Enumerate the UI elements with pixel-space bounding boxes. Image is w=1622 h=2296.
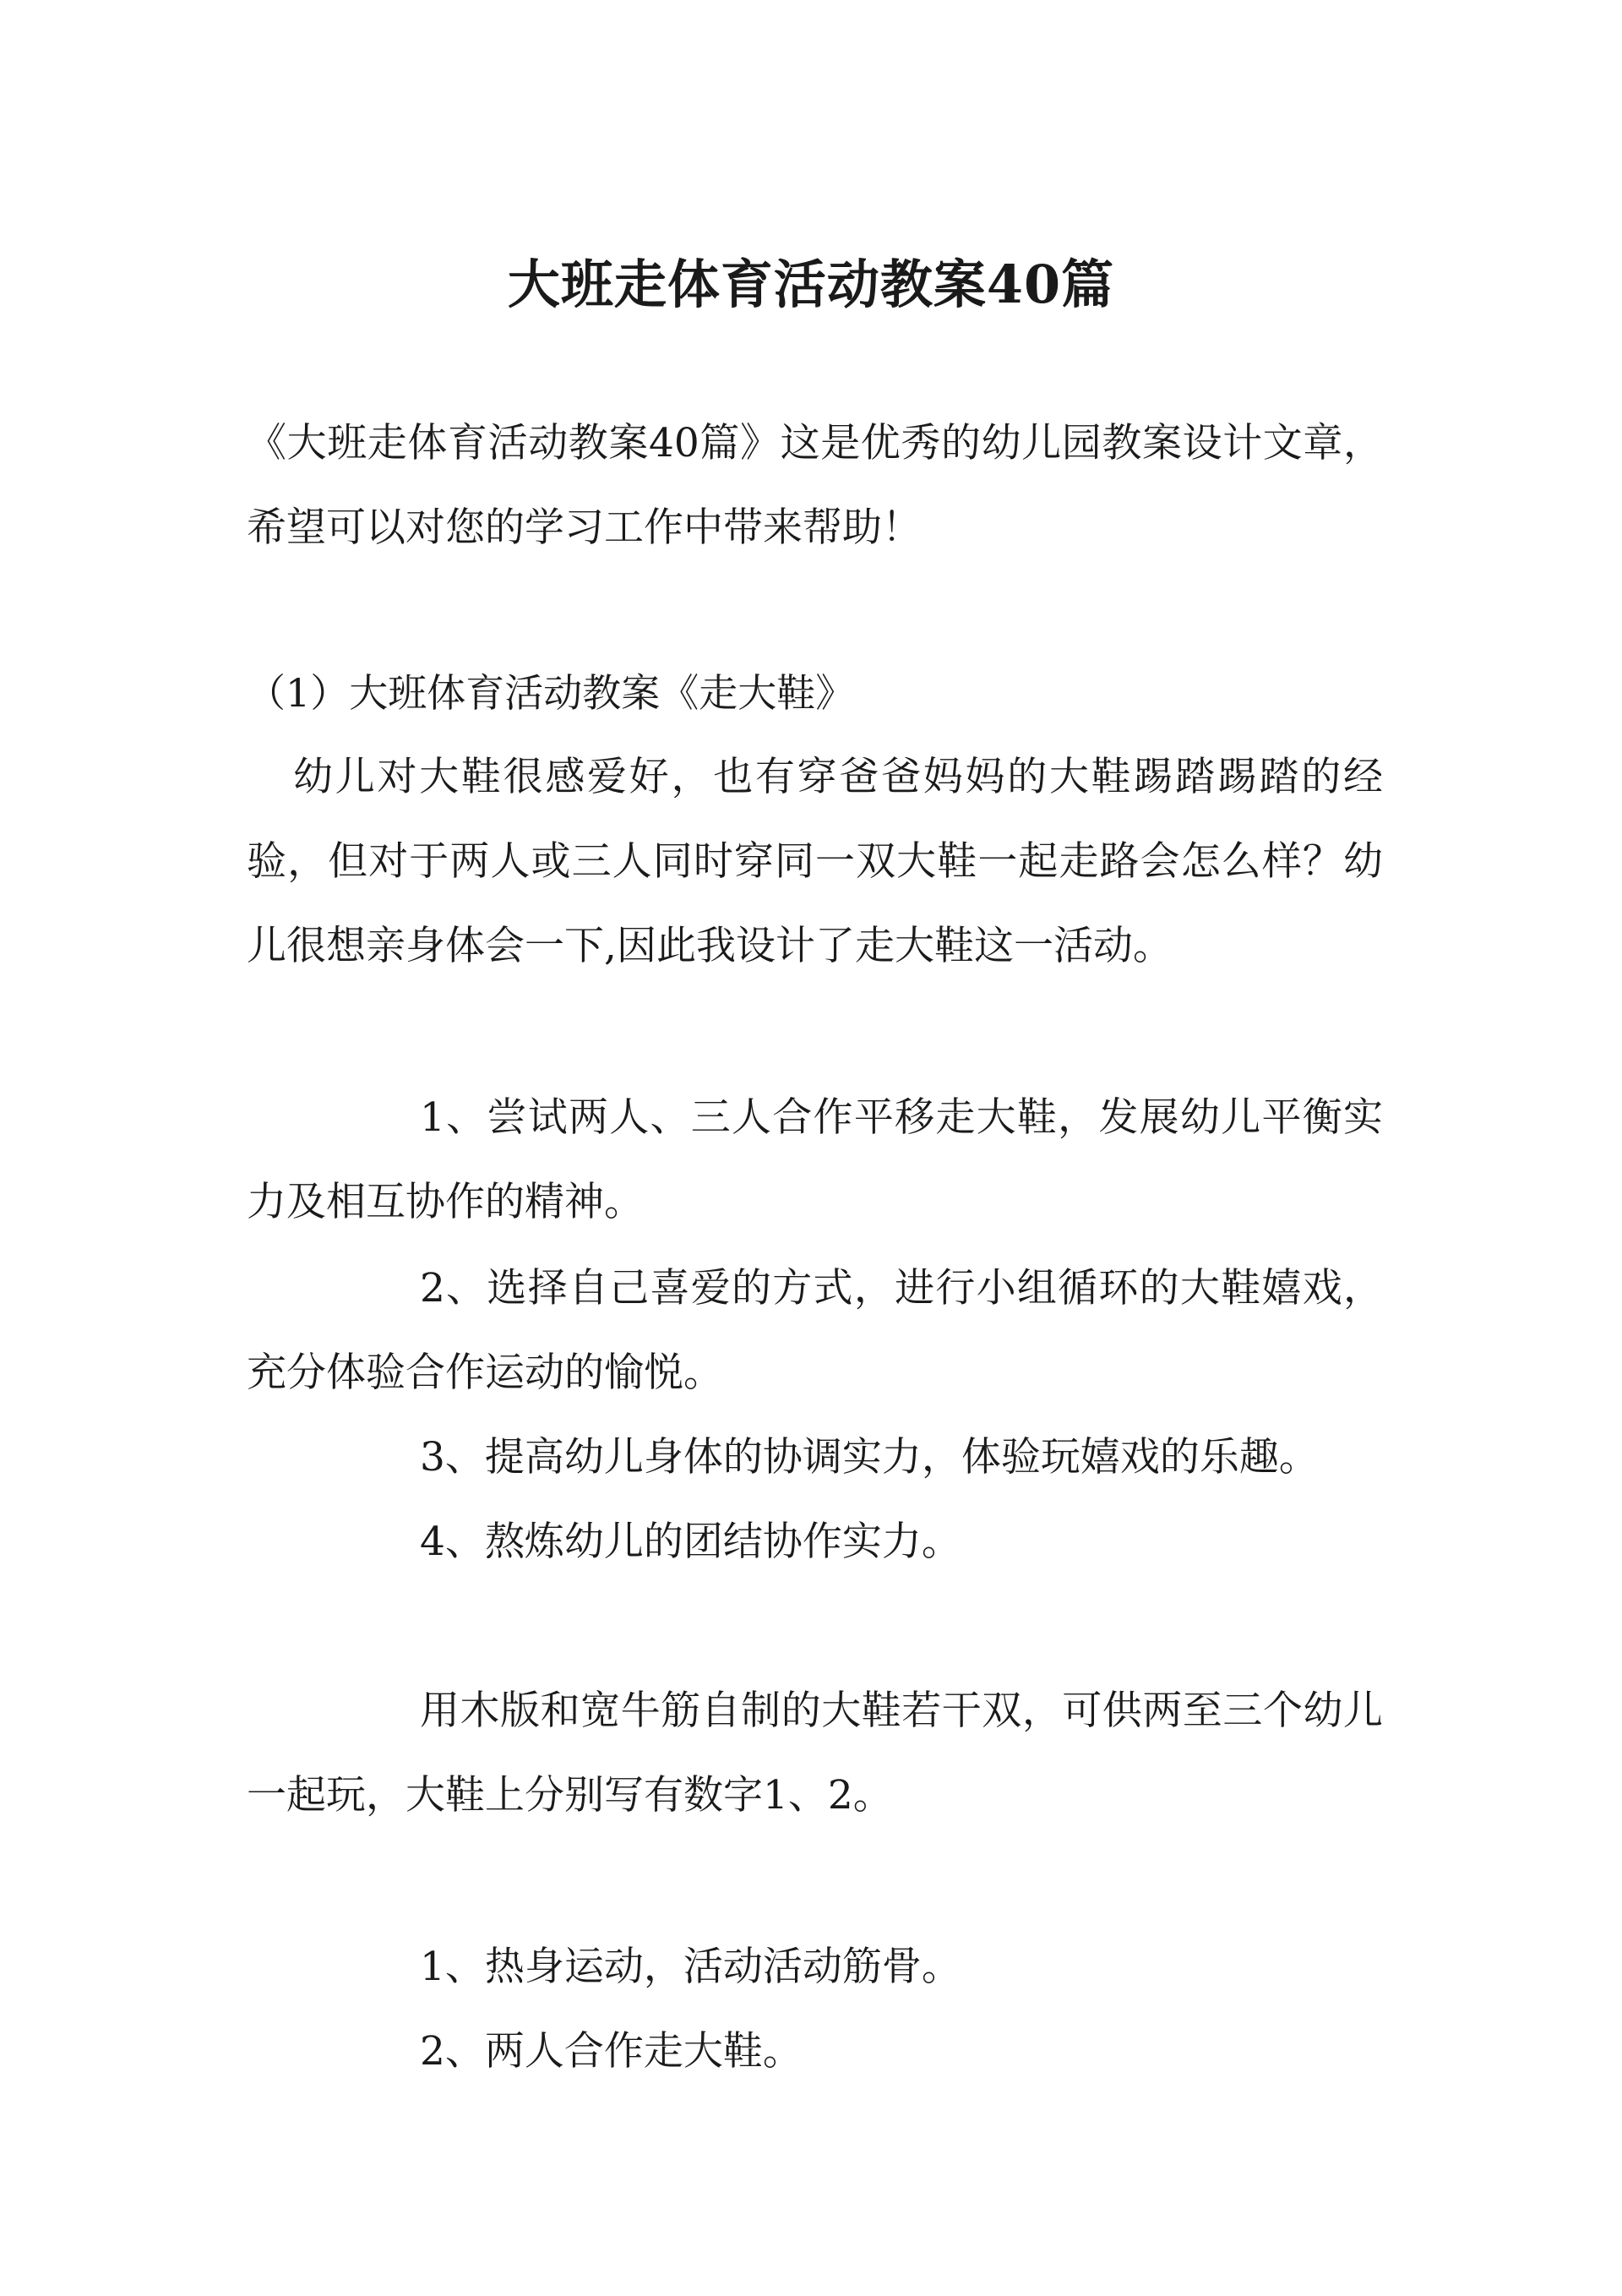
goal-item-1: 1、尝试两人、三人合作平移走大鞋，发展幼儿平衡实力及相互协作的精神。 <box>247 1094 1383 1225</box>
section-heading: （1）大班体育活动教案《走大鞋》 <box>247 670 855 716</box>
step-item-2: 2、两人合作走大鞋。 <box>420 2028 803 2075</box>
goal-item-2: 2、选择自己喜爱的方式，进行小组循环的大鞋嬉戏，充分体验合作运动的愉悦。 <box>247 1265 1383 1396</box>
goal-item-4: 4、熬炼幼儿的团结协作实力。 <box>420 1519 961 1565</box>
step-item-1: 1、热身运动，活动活动筋骨。 <box>420 1944 961 1990</box>
document-title: 大班走体育活动教案40篇 <box>507 254 1115 315</box>
section-intro-paragraph: 幼儿对大鞋很感爱好，也有穿爸爸妈妈的大鞋踢踏踢踏的经验，但对于两人或三人同时穿同一双大鞋一起走路会怎么样？幼儿很想亲身体会一下,因此我设计了走大鞋这一活动。 <box>247 754 1383 969</box>
intro-paragraph: 《大班走体育活动教案40篇》这是优秀的幼儿园教案设计文章，希望可以对您的学习工作中带来帮助！ <box>247 420 1383 551</box>
goal-item-3: 3、提高幼儿身体的协调实力，体验玩嬉戏的乐趣。 <box>420 1434 1319 1481</box>
materials-paragraph: 用木版和宽牛筋自制的大鞋若干双，可供两至三个幼儿一起玩，大鞋上分别写有数字1、2。 <box>247 1688 1383 1819</box>
